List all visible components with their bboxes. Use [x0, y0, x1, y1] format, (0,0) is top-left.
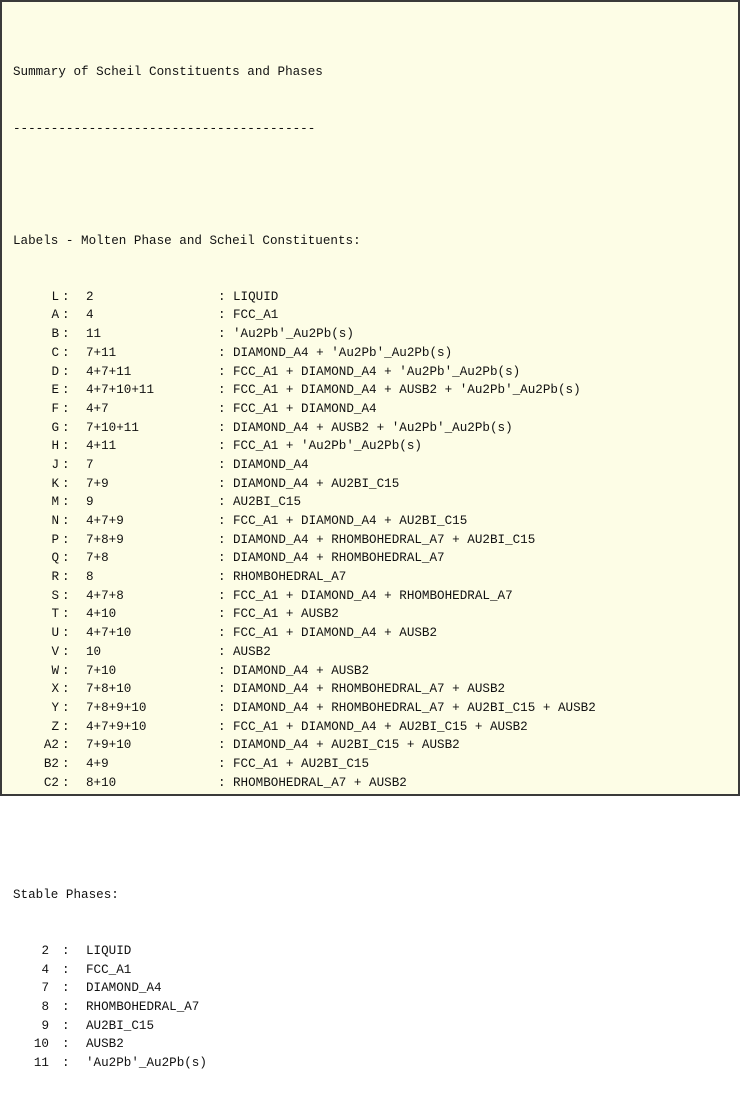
separator: :	[218, 663, 226, 678]
phase-names: DIAMOND_A4 + 'Au2Pb'_Au2Pb(s)	[233, 345, 453, 360]
phase-names: FCC_A1 + DIAMOND_A4 + AU2BI_C15 + AUSB2	[233, 719, 528, 734]
label-row	[13, 699, 596, 718]
separator: :	[62, 345, 70, 360]
phase-index: 2	[41, 943, 49, 958]
label-row	[13, 325, 361, 344]
label-row	[13, 288, 361, 307]
constituent-label: B	[51, 327, 59, 342]
label-row	[13, 381, 581, 400]
separator: :	[62, 682, 70, 697]
constituent-label: D	[51, 364, 59, 379]
phase-numbers: 11	[86, 327, 102, 342]
separator: :	[62, 551, 70, 566]
constituent-label: C2	[43, 775, 59, 790]
phase-index: 10	[33, 1037, 49, 1052]
separator: :	[218, 383, 226, 398]
label-row	[13, 736, 460, 755]
separator: :	[62, 532, 70, 547]
phase-numbers: 4+7+11	[86, 364, 132, 379]
phase-numbers: 9	[86, 495, 94, 510]
label-row	[13, 587, 513, 606]
phase-index: 9	[41, 1018, 49, 1033]
label-row	[13, 363, 521, 382]
phase-names: AUSB2	[233, 644, 271, 659]
label-row	[13, 568, 361, 587]
separator: :	[62, 1000, 70, 1014]
phase-names: AU2BI_C15	[233, 495, 302, 510]
separator: :	[218, 626, 226, 641]
separator: :	[62, 401, 70, 416]
separator: :	[218, 738, 226, 753]
separator: :	[218, 700, 226, 715]
separator: :	[218, 607, 226, 622]
separator: :	[218, 570, 226, 585]
separator: :	[218, 719, 226, 734]
separator: :	[62, 663, 70, 678]
blank-line	[13, 830, 361, 849]
phase-numbers: 4+7+10	[86, 626, 132, 641]
separator: :	[62, 644, 70, 659]
phase-names: DIAMOND_A4 + RHOMBOHEDRAL_A7 + AUSB2	[233, 682, 506, 697]
phase-name: DIAMOND_A4	[86, 981, 162, 996]
constituent-label: U	[51, 626, 59, 641]
phase-name: 'Au2Pb'_Au2Pb(s)	[86, 1056, 207, 1071]
phase-numbers: 7+10+11	[86, 420, 139, 435]
constituent-label: Y	[51, 700, 59, 715]
phase-names: DIAMOND_A4 + AUSB2	[233, 663, 370, 678]
phase-names: DIAMOND_A4 + AU2BI_C15 + AUSB2	[233, 738, 460, 753]
phase-name: FCC_A1	[86, 962, 132, 977]
phase-names: FCC_A1 + DIAMOND_A4	[233, 401, 377, 416]
constituent-label: J	[51, 457, 59, 472]
phase-names: FCC_A1 + AUSB2	[233, 607, 339, 622]
separator: :	[62, 1018, 70, 1033]
label-row	[13, 419, 513, 438]
phase-name: LIQUID	[86, 943, 132, 958]
separator: :	[62, 439, 70, 454]
label-row	[13, 755, 370, 774]
constituent-label: B2	[43, 756, 59, 771]
separator: :	[62, 738, 70, 753]
separator: :	[62, 775, 70, 790]
label-row	[13, 605, 361, 624]
separator: :	[218, 327, 226, 342]
constituent-label: C	[51, 345, 59, 360]
stable-phase-row	[13, 942, 361, 961]
stable-phase-row	[13, 961, 361, 980]
separator: :	[218, 308, 226, 323]
constituent-label: X	[51, 682, 59, 697]
stable-phases-heading: Stable Phases:	[13, 887, 119, 902]
title-underline: ----------------------------------------	[13, 121, 316, 136]
phase-names: DIAMOND_A4 + RHOMBOHEDRAL_A7	[233, 551, 445, 566]
separator: :	[218, 644, 226, 659]
phase-numbers: 7+8	[86, 551, 109, 566]
phase-index: 7	[41, 981, 49, 996]
phase-names: RHOMBOHEDRAL_A7 + AUSB2	[233, 775, 407, 790]
phase-numbers: 4+7+10+11	[86, 383, 155, 398]
constituent-label: L	[51, 289, 59, 304]
label-row	[13, 306, 361, 325]
separator: :	[218, 457, 226, 472]
separator: :	[62, 570, 70, 585]
label-row	[13, 624, 438, 643]
phase-names: FCC_A1	[233, 308, 279, 323]
constituent-label: A	[51, 308, 59, 323]
phase-names: FCC_A1 + 'Au2Pb'_Au2Pb(s)	[233, 439, 422, 454]
phase-numbers: 4+9	[86, 756, 109, 771]
constituent-label: K	[51, 476, 59, 491]
label-row	[13, 643, 361, 662]
phase-names: FCC_A1 + DIAMOND_A4 + RHOMBOHEDRAL_A7	[233, 588, 513, 603]
separator: :	[62, 364, 70, 379]
separator: :	[62, 719, 70, 734]
labels-heading: Labels - Molten Phase and Scheil Constituents:	[13, 233, 361, 248]
phase-numbers: 4+7+9+10	[86, 719, 147, 734]
phase-index: 4	[41, 962, 49, 977]
separator: :	[62, 476, 70, 491]
blank-line	[13, 176, 361, 195]
phase-numbers: 10	[86, 644, 102, 659]
labels-list	[13, 288, 596, 793]
label-row	[13, 718, 528, 737]
phase-numbers: 4+11	[86, 439, 117, 454]
label-row	[13, 400, 377, 419]
phase-index: 8	[41, 1000, 49, 1014]
separator: :	[62, 308, 70, 323]
constituent-label: H	[51, 439, 59, 454]
phase-name: AU2BI_C15	[86, 1018, 155, 1033]
separator: :	[62, 1037, 70, 1052]
label-row	[13, 531, 536, 550]
constituent-label: R	[51, 570, 59, 585]
phase-names: FCC_A1 + AU2BI_C15	[233, 756, 370, 771]
stable-phase-row	[13, 1035, 361, 1054]
phase-numbers: 7+9+10	[86, 738, 132, 753]
constituent-label: S	[51, 588, 59, 603]
phase-numbers: 4+7+8	[86, 588, 124, 603]
separator: :	[62, 514, 70, 529]
phase-names: FCC_A1 + DIAMOND_A4 + 'Au2Pb'_Au2Pb(s)	[233, 364, 521, 379]
scheil-summary-text	[13, 26, 596, 1110]
separator: :	[62, 457, 70, 472]
phase-names: DIAMOND_A4	[233, 457, 309, 472]
constituent-label: M	[51, 495, 59, 510]
phase-numbers: 8	[86, 570, 94, 585]
phase-numbers: 7+8+9+10	[86, 700, 147, 715]
constituent-label: Q	[51, 551, 59, 566]
separator: :	[62, 1056, 70, 1071]
phase-names: DIAMOND_A4 + AU2BI_C15	[233, 476, 400, 491]
phase-names: RHOMBOHEDRAL_A7	[233, 570, 347, 585]
separator: :	[218, 532, 226, 547]
separator: :	[218, 514, 226, 529]
label-row	[13, 549, 445, 568]
phase-names: FCC_A1 + DIAMOND_A4 + AUSB2 + 'Au2Pb'_Au2Pb(s)	[233, 383, 581, 398]
separator: :	[218, 495, 226, 510]
constituent-label: V	[51, 644, 59, 659]
label-row	[13, 680, 506, 699]
phase-names: DIAMOND_A4 + RHOMBOHEDRAL_A7 + AU2BI_C15 + AUSB2	[233, 700, 596, 715]
phase-names: FCC_A1 + DIAMOND_A4 + AU2BI_C15	[233, 514, 468, 529]
separator: :	[62, 700, 70, 715]
constituent-label: G	[51, 420, 59, 435]
stable-phase-row	[13, 1017, 361, 1036]
phase-numbers: 4+7	[86, 401, 109, 416]
phase-numbers: 7+10	[86, 663, 117, 678]
separator: :	[62, 756, 70, 771]
label-row	[13, 437, 422, 456]
separator: :	[218, 476, 226, 491]
separator: :	[218, 551, 226, 566]
separator: :	[218, 682, 226, 697]
phase-index: 11	[33, 1056, 49, 1071]
label-row	[13, 475, 400, 494]
phase-numbers: 2	[86, 289, 94, 304]
constituent-label: N	[51, 514, 59, 529]
phase-numbers: 7	[86, 457, 94, 472]
separator: :	[62, 289, 70, 304]
phase-name: AUSB2	[86, 1037, 124, 1052]
summary-title: Summary of Scheil Constituents and Phases	[13, 65, 323, 80]
separator: :	[218, 756, 226, 771]
constituent-label: E	[51, 383, 59, 398]
separator: :	[62, 495, 70, 510]
constituent-label: F	[51, 401, 59, 416]
label-row	[13, 662, 370, 681]
constituent-label: A2	[43, 738, 59, 753]
phase-names: DIAMOND_A4 + RHOMBOHEDRAL_A7 + AU2BI_C15	[233, 532, 536, 547]
separator: :	[218, 588, 226, 603]
separator: :	[218, 345, 226, 360]
separator: :	[218, 289, 226, 304]
phase-numbers: 7+9	[86, 476, 109, 491]
separator: :	[62, 981, 70, 996]
label-row	[13, 512, 468, 531]
label-row	[13, 774, 407, 793]
separator: :	[218, 420, 226, 435]
phase-names: DIAMOND_A4 + AUSB2 + 'Au2Pb'_Au2Pb(s)	[233, 420, 513, 435]
phase-numbers: 4+7+9	[86, 514, 124, 529]
phase-names: LIQUID	[233, 289, 279, 304]
constituent-label: P	[51, 532, 59, 547]
phase-name: RHOMBOHEDRAL_A7	[86, 1000, 200, 1014]
label-row	[13, 493, 361, 512]
phase-numbers: 7+8+9	[86, 532, 124, 547]
separator: :	[62, 420, 70, 435]
separator: :	[218, 775, 226, 790]
separator: :	[62, 588, 70, 603]
phase-names: 'Au2Pb'_Au2Pb(s)	[233, 327, 354, 342]
stable-phases-list	[13, 942, 361, 1073]
label-row	[13, 456, 361, 475]
stable-phase-row	[13, 1054, 361, 1073]
phase-numbers: 8+10	[86, 775, 117, 790]
phase-numbers: 4+10	[86, 607, 117, 622]
separator: :	[62, 383, 70, 398]
separator: :	[62, 943, 70, 958]
constituent-label: W	[51, 663, 59, 678]
label-row	[13, 344, 453, 363]
separator: :	[62, 962, 70, 977]
stable-phase-row	[13, 998, 361, 1017]
phase-numbers: 4	[86, 308, 94, 323]
constituent-label: T	[51, 607, 59, 622]
phase-numbers: 7+8+10	[86, 682, 132, 697]
phase-numbers: 7+11	[86, 345, 117, 360]
separator: :	[62, 327, 70, 342]
separator: :	[218, 439, 226, 454]
stable-phase-row	[13, 979, 361, 998]
separator: :	[62, 626, 70, 641]
separator: :	[218, 364, 226, 379]
separator: :	[218, 401, 226, 416]
separator: :	[62, 607, 70, 622]
phase-names: FCC_A1 + DIAMOND_A4 + AUSB2	[233, 626, 438, 641]
constituent-label: Z	[51, 719, 59, 734]
